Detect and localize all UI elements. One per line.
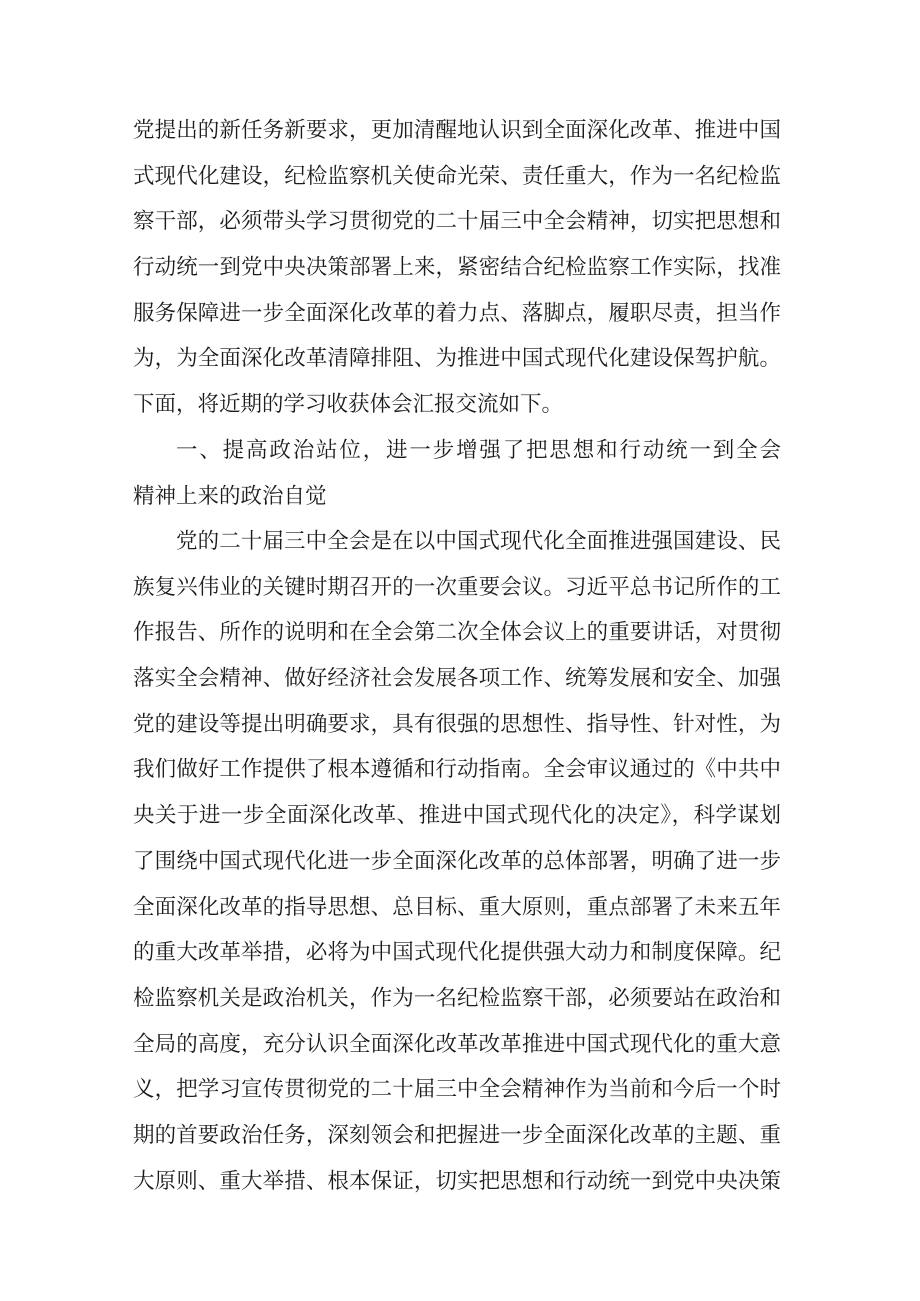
section-1-heading — [133, 428, 781, 519]
text-line: 察干部，必须带头学习贯彻党的二十届三中全会精神，切实把思想和 — [133, 209, 781, 235]
text-line: 族复兴伟业的关键时期召开的一次重要会议。习近平总书记所作的工 — [133, 574, 781, 600]
intro-paragraph — [133, 108, 781, 428]
text-line: 作报告、所作的说明和在全会第二次全体会议上的重要讲话，对贯彻 — [133, 620, 781, 646]
text-line: 下面，将近期的学习收获体会汇报交流如下。 — [133, 392, 564, 418]
text-line: 全局的高度，充分认识全面深化改革改革推进中国式现代化的重大意 — [133, 1031, 781, 1057]
text-line: 行动统一到党中央决策部署上来，紧密结合纪检监察工作实际，找准 — [133, 255, 781, 281]
text-line: 义，把学习宣传贯彻党的二十届三中全会精神作为当前和今后一个时 — [133, 1077, 781, 1103]
text-line: 为，为全面深化改革清障排阻、为推进中国式现代化建设保驾护航。 — [133, 346, 781, 372]
text-line: 我们做好工作提供了根本遵循和行动指南。全会审议通过的《中共中 — [133, 757, 781, 783]
text-line: 党提出的新任务新要求，更加清醒地认识到全面深化改革、推进中国 — [133, 118, 781, 143]
heading-line: 一、提高政治站位，进一步增强了把思想和行动统一到全会 — [176, 438, 781, 463]
text-line: 党的建设等提出明确要求，具有很强的思想性、指导性、针对性，为 — [133, 711, 781, 737]
text-line: 党的二十届三中全会是在以中国式现代化全面推进强国建设、民 — [176, 529, 781, 554]
text-line: 的重大改革举措，必将为中国式现代化提供强大动力和制度保障。纪 — [133, 940, 781, 966]
text-line: 期的首要政治任务，深刻领会和把握进一步全面深化改革的主题、重 — [133, 1122, 781, 1148]
section-1-body — [133, 519, 781, 1204]
heading-line: 精神上来的政治自觉 — [133, 483, 327, 509]
text-line: 落实全会精神、做好经济社会发展各项工作、统筹发展和安全、加强 — [133, 666, 781, 692]
text-line: 检监察机关是政治机关，作为一名纪检监察干部，必须要站在政治和 — [133, 985, 781, 1011]
text-line: 央关于进一步全面深化改革、推进中国式现代化的决定》，科学谋划 — [133, 803, 781, 829]
text-line: 大原则、重大举措、根本保证，切实把思想和行动统一到党中央决策 — [133, 1168, 781, 1194]
text-line: 服务保障进一步全面深化改革的着力点、落脚点，履职尽责，担当作 — [133, 300, 781, 326]
text-line: 式现代化建设，纪检监察机关使命光荣、责任重大，作为一名纪检监 — [133, 163, 781, 189]
text-line: 了围绕中国式现代化进一步全面深化改革的总体部署，明确了进一步 — [133, 848, 781, 874]
text-line: 全面深化改革的指导思想、总目标、重大原则，重点部署了未来五年 — [133, 894, 781, 920]
